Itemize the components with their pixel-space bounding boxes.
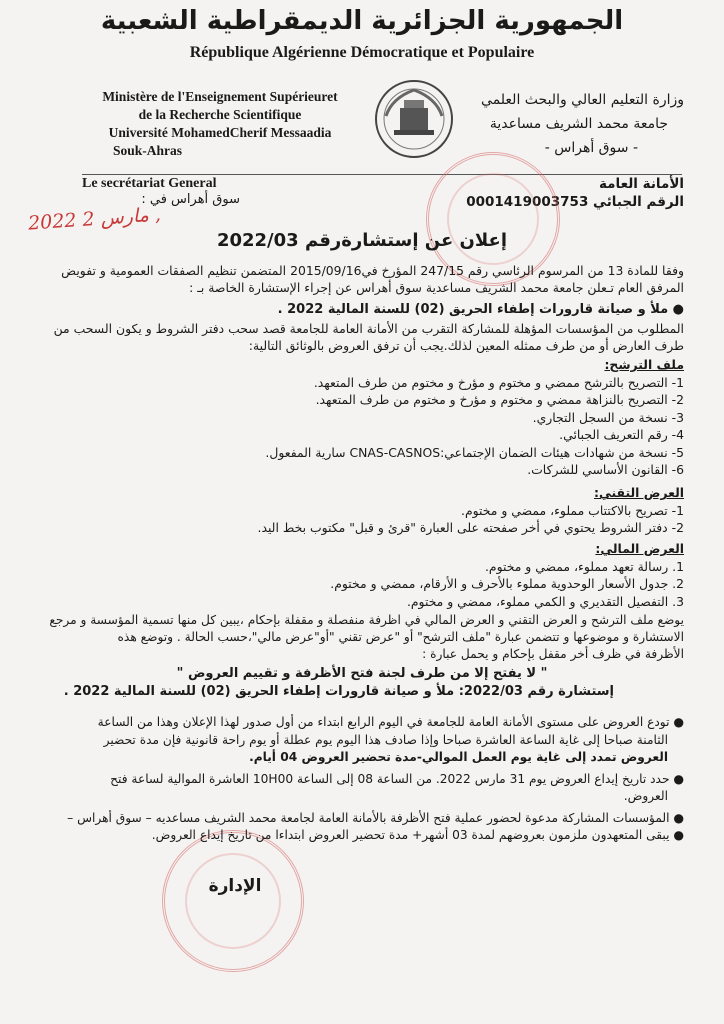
list-item: 1- التصريح بالترشح ممضي و مختوم و مؤرخ و مختوم من طرف المتعهد. (313, 374, 684, 390)
envelope-paragraph (36, 612, 684, 663)
header-fr-ministry (85, 88, 355, 160)
bullet-icon: ● (669, 715, 684, 729)
list-item (36, 827, 684, 845)
university-logo (372, 78, 456, 160)
list-item (36, 714, 684, 767)
intro-line: وفقا للمادة 13 من المرسوم الرئاسي رقم 247/15 المؤرخ في2015/09/16 المتضمن تنظيم الصفقات العمومية و تفويض (61, 263, 684, 278)
list-item (36, 771, 684, 806)
bullet-icon: ● (669, 828, 684, 842)
envelope-line: الاستشارة و موضوعها و تتضمن عبارة "ملف الترشح" أو "عرض تقني "أو"عرض مالي"،حسب الحالة . وتوضع هذه (117, 630, 684, 644)
list-item: 1- تصريح بالاكتتاب مملوء، ممضي و مختوم. (461, 502, 684, 518)
fr-secretariat: Le secrétariat General (82, 176, 217, 191)
fr-ministry-line: de la Recherche Scientifique (138, 107, 302, 122)
conditions-list (36, 714, 684, 845)
list-item: 2. جدول الأسعار الوحدوية مملوء بالأحرف و الأرقام، ممضي و مختوم. (330, 576, 684, 591)
header-ar-ministry (460, 88, 684, 160)
ar-city-line: - سوق أهراس - (544, 140, 638, 156)
list-item: 2- التصريح بالنزاهة ممضي و مختوم و مؤرخ و مختوم من طرف المتعهد. (315, 392, 684, 407)
request-line: المطلوب من المؤسسات المؤهلة للمشاركة التقرب من الأمانة العامة للجامعة قصد سحب دفتر الشروط و يكون السحب من (53, 321, 684, 336)
consultation-line: إستشارة رقم 2022/03: ملأ و صيانة قارورات إطفاء الحريق (02) للسنة المالية 2022 . (63, 684, 614, 699)
intro-line: المرفق العام تـعلن جامعة محمد الشريف مساعدية سوق أهراس عن إجراء الإستشارة الخاصة بـ : (189, 280, 684, 295)
quote-line: " لا يفتح إلا من طرف لجنة فتح الأظرفة و تقييم العروض " (176, 666, 548, 681)
section-heading: العرض المالي: (595, 541, 684, 556)
handwritten-date: 2022 مارس 2 , (27, 203, 162, 235)
bullet-icon: ● (669, 771, 684, 786)
header-ar-republic: الجمهورية الجزائرية الديمقراطية الشعبية (100, 6, 624, 36)
list-item: 6- القانون الأساسي للشركات. (527, 462, 684, 477)
list-item: 2- دفتر الشروط يحتوي في أخر صفحته على العبارة "قرئ و قبل" مكتوب بخط اليد. (257, 520, 684, 535)
header-fr-republic: République Algérienne Démocratique et Populaire (189, 44, 535, 61)
announcement-title: إعلان عن إستشارةرقم 2022/03 (216, 230, 508, 251)
bullet-text: العروض. (623, 789, 668, 803)
fr-ministry-line: Ministère de l'Enseignement Supérieuret (102, 89, 338, 104)
section-financial-offer (36, 540, 684, 610)
fr-ministry-line: Université MohamedCherif Messaadia (108, 125, 332, 140)
envelope-line: الأظرفة في ظرف أخر مقفل بإحكام و يحمل عبارة : (422, 647, 684, 661)
bullet-text: المؤسسات المشاركة مدعوة لحضور عملية فتح الأظرفة بالأمانة العامة لجامعة محمد الشريف مساعديه – سوق أهراس – (67, 810, 670, 825)
bullet-icon: ● (669, 810, 684, 825)
subject-text: ملأ و صيانة قارورات إطفاء الحريق (02) للسنة المالية 2022 . (277, 302, 669, 317)
ar-secretariat: الأمانة العامة (599, 176, 684, 192)
bullet-text: العروض تمدد إلى غاية يوم العمل الموالي-مدة تحضير العروض 04 أيام. (249, 750, 668, 764)
list-item: 4- رقم التعريف الجبائي. (559, 427, 684, 442)
bullet-text: تودع العروض على مستوى الأمانة العامة للجامعة في اليوم الرابع ابتداء من أول صدور لهذا الإعلان وهذا من الساعة (97, 715, 670, 729)
request-line: طرف العارض أو من طرف ممثله المعين لذلك.يجب أن ترفق العروض بالوثائق التالية: (248, 338, 684, 353)
section-heading: العرض التقني: (593, 485, 684, 500)
bullet-icon: ● (668, 302, 684, 317)
list-item: 1. رسالة تعهد مملوء، ممضي و مختوم. (484, 558, 684, 574)
list-item: 3. التفصيل التقديري و الكمي مملوء، ممضي و مختوم. (406, 593, 684, 609)
tax-number: الرقم الجبائي 0001419003753 (466, 194, 684, 210)
fr-ministry-line: Souk-Ahras (113, 143, 183, 158)
signature: الإدارة (208, 876, 262, 896)
ar-ministry-line: وزارة التعليم العالي والبحث العلمي (481, 92, 684, 108)
ar-university-line: جامعة محمد الشريف مساعدية (489, 116, 668, 132)
list-item: 5- نسخة من شهادات هيئات الضمان الإجتماعي:CNAS-CASNOS سارية المفعول. (265, 444, 684, 460)
list-item (36, 810, 684, 828)
subject-line (277, 302, 684, 317)
bullet-text: حدد تاريخ إيداع العروض يوم 31 مارس 2022. من الساعة 08 إلى الساعة 10H00 العاشرة الموالية لساعة فتح (110, 771, 670, 786)
official-stamp-bottom (162, 830, 304, 972)
section-heading: ملف الترشح: (604, 357, 684, 372)
header-rule (82, 174, 682, 175)
bullet-text: يبقى المتعهدون ملزمون بعروضهم لمدة 03 أشهر+ مدة تحضير العروض ابتداءا من تاريخ إيداع العروض. (151, 828, 670, 842)
section-candidacy (36, 356, 684, 479)
list-item: 3- نسخة من السجل التجاري. (532, 409, 684, 425)
intro-paragraph (36, 262, 684, 296)
section-technical-offer (36, 484, 684, 537)
envelope-line: يوضع ملف الترشح و العرض التقني و العرض المالي في اظرفة منفصلة و مقفلة بإحكام ،يبين كل منها تسمية المؤسسة و مرجع (49, 613, 684, 627)
bullet-text: الثامنة صباحا إلى غاية الساعة العاشرة صباحا وإذا صادف هذا اليوم يوم عطلة أو يوم راحة قانونية فإن مدة تحضير (103, 732, 668, 747)
city-date-label: سوق أهراس في : (141, 192, 240, 207)
request-paragraph (36, 320, 684, 354)
